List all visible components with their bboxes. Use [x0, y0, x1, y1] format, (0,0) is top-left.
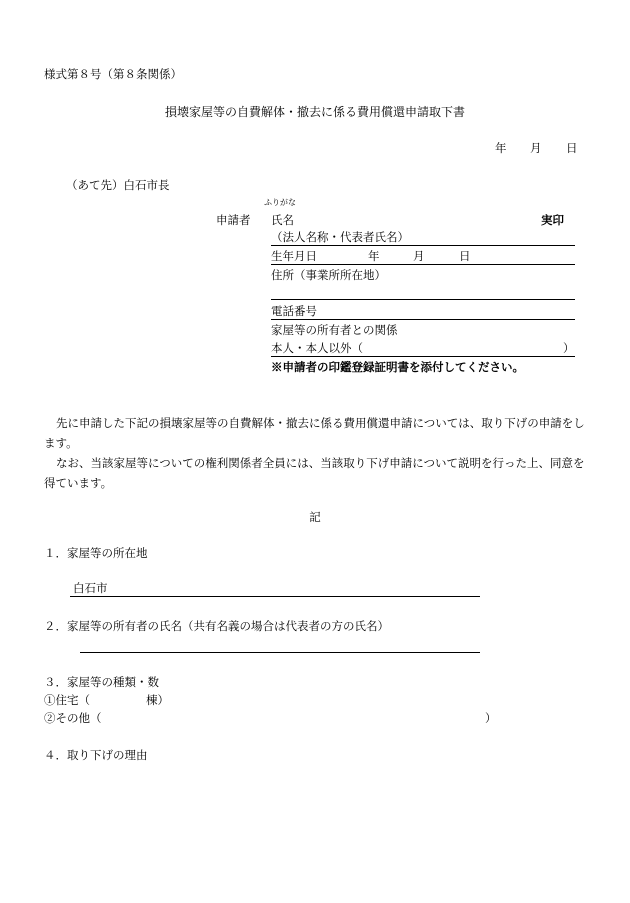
name-label: 氏名: [271, 213, 294, 227]
date-month-label: 月: [530, 141, 542, 155]
item3-label: ３．家屋等の種類・数: [44, 675, 159, 689]
birth-date-underline: [271, 264, 575, 265]
item1-label: １．家屋等の所在地: [44, 546, 148, 560]
name-underline: [271, 245, 575, 246]
item2-underline: [80, 652, 480, 653]
ki-heading: 記: [309, 510, 321, 524]
addressee: （あて先）白石市長: [66, 178, 170, 192]
birth-year-label: 年: [368, 249, 380, 263]
body-paragraph-1: 先に申請した下記の損壊家屋等の自費解体・撤去に係る費用償還申請については、取り下げの申請をします。: [44, 416, 585, 450]
item4-label: ４．取り下げの理由: [44, 748, 148, 762]
relation-close: ）: [563, 341, 575, 355]
furigana-label: ふりがな: [264, 198, 296, 207]
relation-label: 家屋等の所有者との関係: [271, 323, 398, 337]
item3-house: ①住宅（: [44, 693, 90, 707]
item2-label: ２．家屋等の所有者の氏名（共有名義の場合は代表者の方の氏名）: [44, 619, 389, 633]
birth-date-label: 生年月日: [271, 249, 317, 263]
item1-city: 白石市: [73, 581, 108, 595]
address-label: 住所（事業所所在地）: [271, 268, 386, 282]
seal-label: 実印: [541, 213, 564, 227]
date-year-label: 年: [495, 141, 507, 155]
date-day-label: 日: [566, 141, 578, 155]
body-paragraph-2: なお、当該家屋等についての権利関係者全員には、当該取り下げ申請について説明を行った上、同意を得ています。: [44, 456, 585, 490]
document-title: 損壊家屋等の自費解体・撤去に係る費用償還申請取下書: [164, 105, 465, 119]
birth-month-label: 月: [413, 249, 425, 263]
item3-other-close: ）: [485, 711, 497, 725]
relation-underline: [271, 356, 575, 357]
address-underline: [271, 299, 575, 300]
form-number: 様式第８号（第８条関係）: [44, 67, 182, 81]
item3-house-unit: 棟）: [146, 693, 169, 707]
item3-other: ②その他（: [44, 711, 102, 725]
item1-underline: [70, 596, 480, 597]
seal-certificate-note: ※申請者の印鑑登録証明書を添付してください。: [271, 360, 524, 374]
phone-underline: [271, 319, 575, 320]
phone-label: 電話番号: [271, 304, 317, 318]
relation-options: 本人・本人以外（: [271, 341, 363, 355]
birth-day-label: 日: [459, 249, 471, 263]
corp-name-label: （法人名称・代表者氏名）: [271, 230, 409, 244]
applicant-label: 申請者: [216, 213, 251, 227]
